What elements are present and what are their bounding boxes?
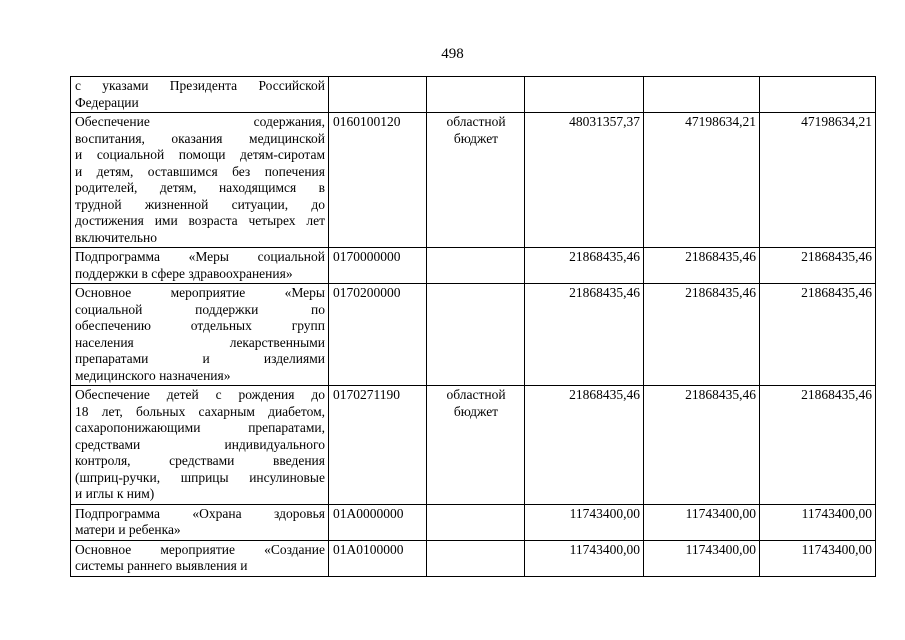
table-row <box>71 113 876 248</box>
cell-name-line: и социальной помощи детям-сиротам <box>75 147 325 162</box>
cell-name <box>71 386 329 505</box>
cell-name <box>71 77 329 113</box>
cell-name-line: социальной поддержки по <box>75 301 325 317</box>
budget-table-body <box>71 77 876 577</box>
table-row <box>71 284 876 386</box>
cell-value-1: 11743400,00 <box>525 540 644 576</box>
cell-code: 01А0100000 <box>329 540 427 576</box>
cell-name-line: 18 лет, больных сахарным диабетом, <box>75 403 325 419</box>
table-row <box>71 248 876 284</box>
cell-name-line: обеспечению отдельных групп <box>75 318 325 333</box>
cell-name-line: и иглы к ним) <box>75 486 155 501</box>
cell-source: областной бюджет <box>427 113 525 248</box>
cell-name-line: Подпрограмма «Меры социальной <box>75 249 325 264</box>
cell-name-line: родителей, детям, находящимся в <box>75 180 325 195</box>
cell-value-1: 48031357,37 <box>525 113 644 248</box>
table-row <box>71 386 876 505</box>
cell-value-3: 21868435,46 <box>760 284 876 386</box>
cell-name-line: с указами Президента Российской <box>75 78 325 93</box>
cell-code: 0170271190 <box>329 386 427 505</box>
cell-source <box>427 248 525 284</box>
cell-code: 0170000000 <box>329 248 427 284</box>
cell-value-2: 11743400,00 <box>644 540 760 576</box>
cell-name <box>71 248 329 284</box>
cell-name-line: трудной жизненной ситуации, до <box>75 196 325 212</box>
cell-code <box>329 77 427 113</box>
cell-name-line: средствами индивидуального <box>75 436 325 452</box>
cell-name-line: достижения ими возраста четырех лет <box>75 213 325 228</box>
cell-source <box>427 77 525 113</box>
cell-value-2 <box>644 77 760 113</box>
cell-source <box>427 504 525 540</box>
cell-name-line: поддержки в сфере здравоохранения» <box>75 265 293 281</box>
cell-code: 0160100120 <box>329 113 427 248</box>
cell-value-1: 21868435,46 <box>525 386 644 505</box>
cell-name-line: медицинского назначения» <box>75 367 231 383</box>
cell-name-line: (шприц-ручки, шприцы инсулиновые <box>75 469 325 485</box>
cell-name-line: населения лекарственными <box>75 334 325 350</box>
cell-name <box>71 504 329 540</box>
cell-name <box>71 284 329 386</box>
cell-name-line: воспитания, оказания медицинской <box>75 130 325 146</box>
page-number: 498 <box>441 46 464 62</box>
cell-code: 01А0000000 <box>329 504 427 540</box>
cell-name-line: включительно <box>75 229 158 245</box>
cell-name-line: препаратами и изделиями <box>75 351 325 366</box>
cell-source: областной бюджет <box>427 386 525 505</box>
cell-value-3: 47198634,21 <box>760 113 876 248</box>
table-row <box>71 77 876 113</box>
cell-name-line: системы раннего выявления и <box>75 558 248 573</box>
cell-name-line: Основное мероприятие «Меры <box>75 285 325 300</box>
cell-value-3 <box>760 77 876 113</box>
cell-value-1 <box>525 77 644 113</box>
cell-name <box>71 540 329 576</box>
cell-name-line: контроля, средствами введения <box>75 453 325 468</box>
cell-value-1: 11743400,00 <box>525 504 644 540</box>
cell-value-3: 11743400,00 <box>760 540 876 576</box>
cell-source <box>427 540 525 576</box>
cell-name-line: и детям, оставшимся без попечения <box>75 163 325 179</box>
cell-value-2: 21868435,46 <box>644 284 760 386</box>
cell-value-2: 21868435,46 <box>644 386 760 505</box>
cell-name-line: Основное мероприятие «Создание <box>75 541 325 557</box>
cell-name <box>71 113 329 248</box>
cell-value-3: 21868435,46 <box>760 248 876 284</box>
table-row <box>71 540 876 576</box>
cell-name-line: Обеспечение содержания, <box>75 114 325 129</box>
cell-value-2: 11743400,00 <box>644 504 760 540</box>
cell-value-1: 21868435,46 <box>525 248 644 284</box>
cell-source <box>427 284 525 386</box>
cell-value-3: 11743400,00 <box>760 504 876 540</box>
cell-name-line: матери и ребенка» <box>75 522 181 537</box>
cell-value-1: 21868435,46 <box>525 284 644 386</box>
cell-name-line: сахаропонижающими препаратами, <box>75 420 325 435</box>
cell-value-2: 21868435,46 <box>644 248 760 284</box>
budget-table <box>70 76 876 577</box>
cell-name-line: Обеспечение детей с рождения до <box>75 387 325 402</box>
table-row <box>71 504 876 540</box>
cell-name-line: Подпрограмма «Охрана здоровья <box>75 505 325 521</box>
cell-name-line: Федерации <box>75 94 139 110</box>
cell-code: 0170200000 <box>329 284 427 386</box>
cell-value-2: 47198634,21 <box>644 113 760 248</box>
cell-value-3: 21868435,46 <box>760 386 876 505</box>
